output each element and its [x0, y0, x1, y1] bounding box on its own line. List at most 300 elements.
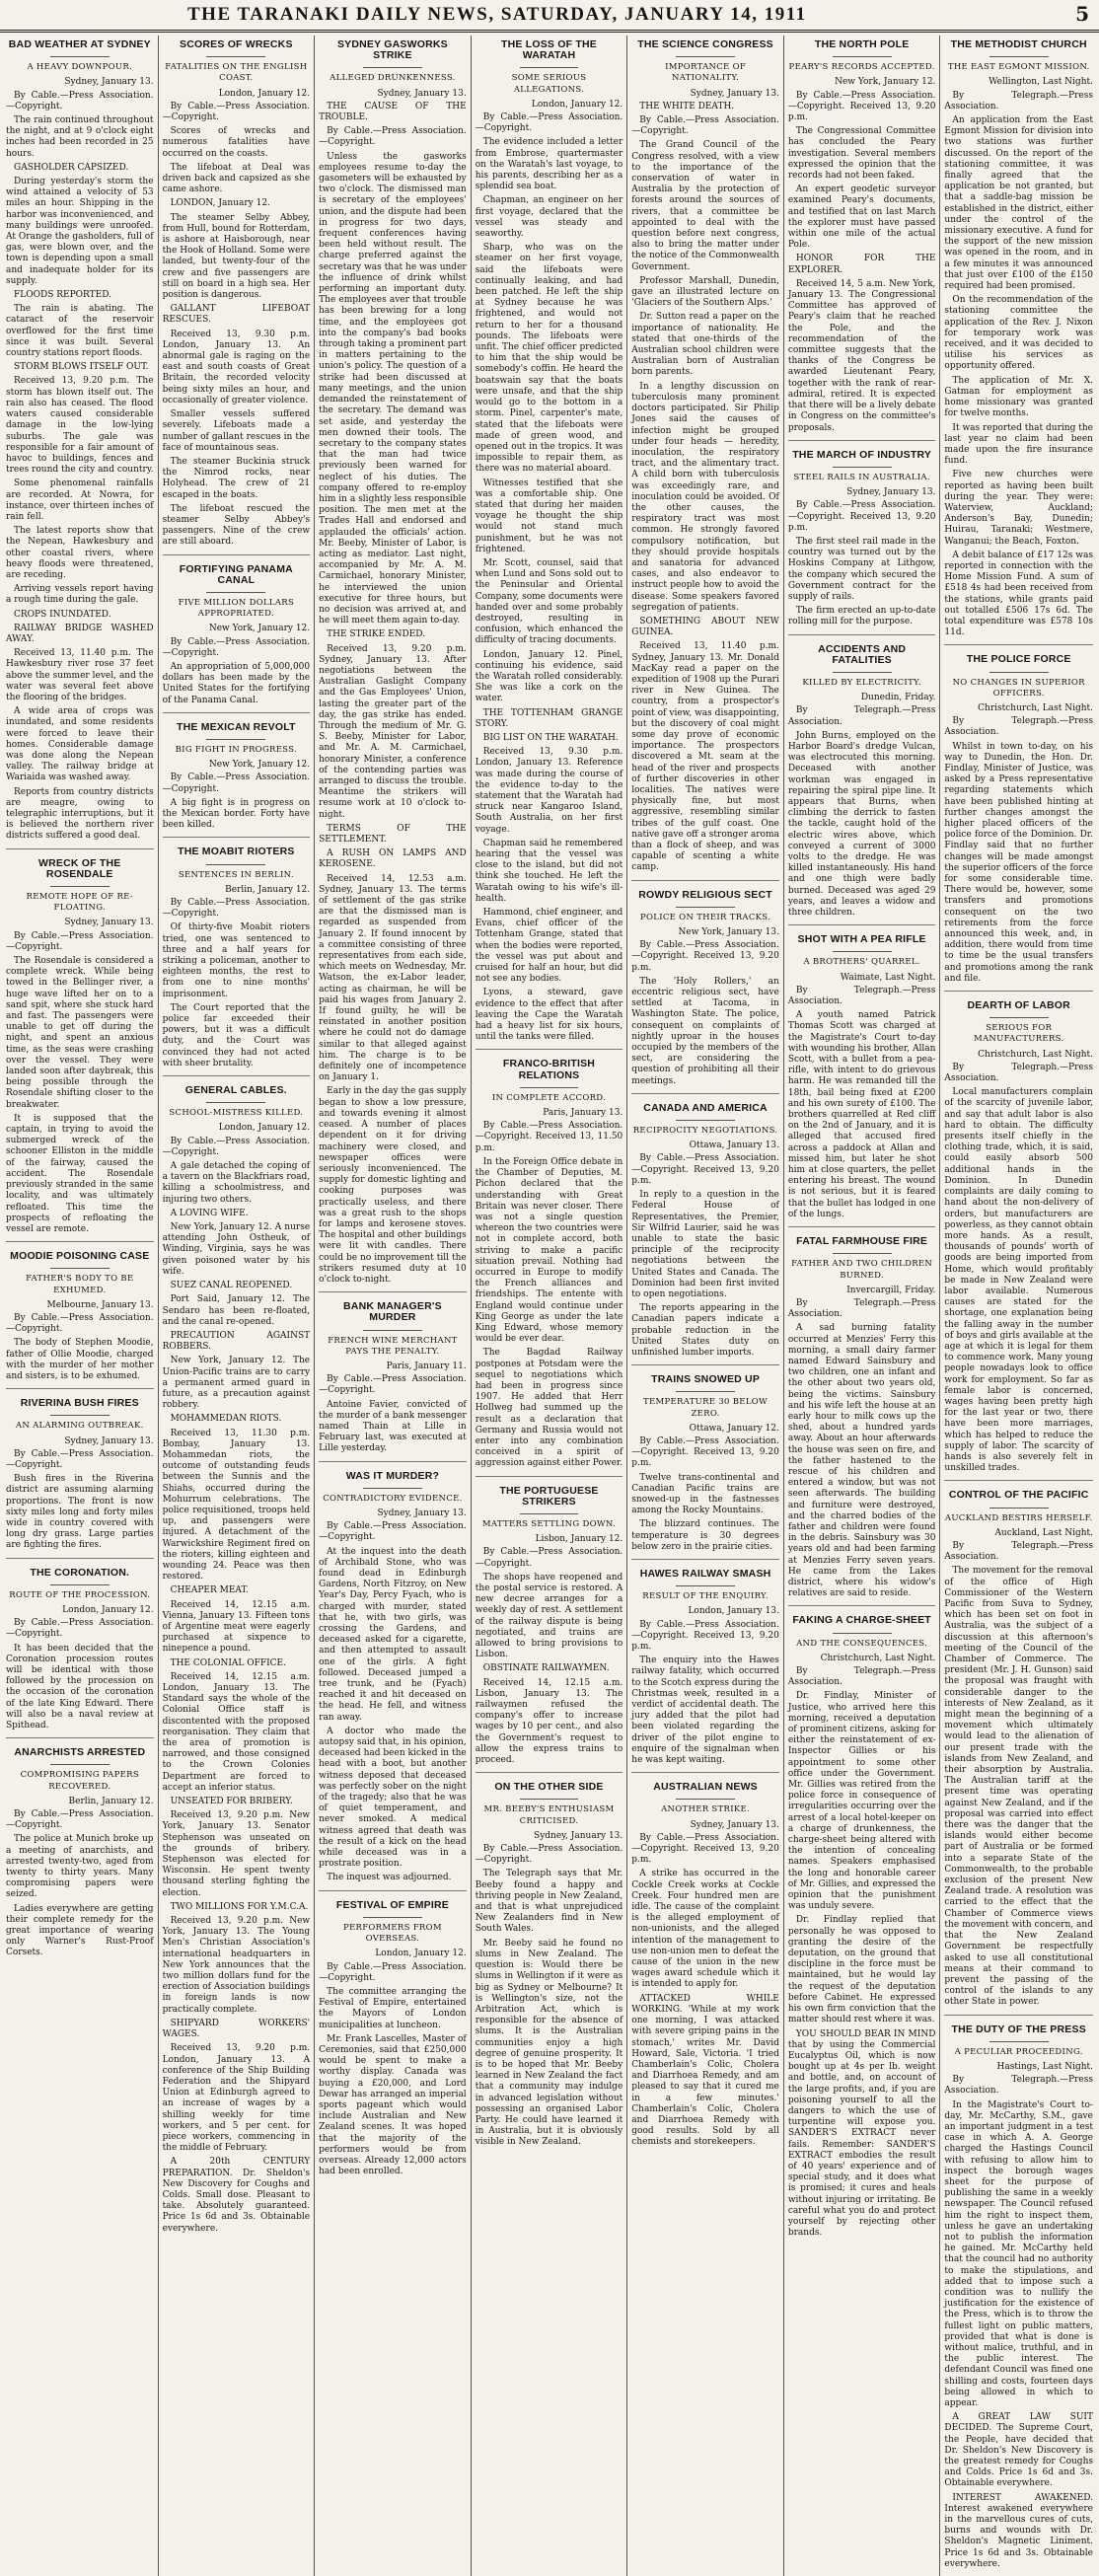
article-paragraph: Unless the gasworks employees resume to-day the gasometers will be exhausted by two o'clock. The dismissed man is secretary of the employees' union, and the dispute had been in progress for two days, frequent conferences having been held without result. The charge preferred against the secretary was that he was under the influence of drink whilst performing an important duty. The employees aver that trouble has been brewing for a long time, and the employees got into the company's bad books through taking a prominent part in matters pertaining to the union's policy. The question of a strike had been discussed at many meetings, and the union demanded the reinstatement of the secretary. The demand was set aside, and yesterday the men downed their tools. The secretary to the company states that the man had twice previously been warned for neglect of his duties. The company offered to re-employ him in a slightly less responsible position. The men met at the Trades Hall and endorsed and applauded the officials' action. Mr. Beeby, Minister of Labor, is acting as mediator. Last night, accompanied by Mr. A. M. Carmichael, honorary Minister, he interviewed the union executive for three hours, but no decision was arrived at, and he will meet them again to-day. [319, 151, 467, 626]
article-headline: THE NORTH POLE [814, 38, 910, 50]
article-paragraph: By Cable.—Press Association.—Copyright. [162, 773, 311, 794]
article-paragraph: Received 14, 12.15 a.m. Lisbon, January 13. The railwaymen refused the company's offer to increase wages by 10 per cent., and also the Government's request to allow the express trains to proceed. [475, 1677, 623, 1766]
article-paragraph: By Cable.—Press Association.—Copyright. [475, 1547, 623, 1569]
article [788, 634, 936, 920]
article-subhead: RECIPROCITY NEGOTIATIONS. [632, 1126, 778, 1137]
article [476, 1772, 623, 2148]
article-paragraph: Received 14, 5 a.m. New York, January 13. The Congressional Committee has approved of Peary's claim that he reached the Pole, and the recommendation of the committee suggests that the thanks of the Congress be awarded Lieutenant Peary, together with the rank of rear-admiral, retired. It is expected that there will be a lively debate in Congress on the committee's proposals. [787, 278, 936, 433]
article-dateline: Sydney, January 13. [377, 1508, 467, 1518]
article-paragraph: By Cable.—Press Association.—Copyright. [631, 115, 779, 137]
divider [50, 1764, 110, 1765]
article [163, 554, 311, 706]
article-paragraph: By Cable.—Press Association.—Copyright. [162, 1136, 311, 1157]
article-paragraph: The blizzard continues. The temperature is 30 degrees below zero in the prairie cities. [631, 1519, 779, 1552]
article [944, 644, 1093, 985]
divider [363, 1330, 422, 1331]
column-5 [627, 36, 784, 2576]
article [163, 837, 311, 1069]
article-paragraph: In the Foreign Office debate in the Chamber of Deputies, M. Pichon declared that the understanding with Great Britain was never closer. There was not a single question whereon the two countries were not in complete accord, both striving to make a pacific situation prevail. Nothing had occurred in Europe to modify the French alliances and friendships. The entente with England would continue under King George as under the late King Edward, whose memory would be ever dear. [475, 1156, 623, 1345]
article-paragraph: The lifeboat at Deal was driven back and capsized as she came ashore. [162, 162, 311, 195]
article-paragraph: By Telegraph.—Press Association. [787, 1297, 936, 1320]
article-headline: WRECK OF THE ROSENDALE [38, 856, 121, 880]
article-subhead: COMPROMISING PAPERS RECOVERED. [20, 1770, 139, 1792]
article-dateline: Invercargill, Friday. [846, 1285, 936, 1295]
article-dateline: Ottawa, January 13. [689, 1141, 779, 1151]
article-paragraph: New York, January 12. A nurse attending John Ostheuk, of Winding, Virginia, says he was given poisoned water by his wife. [162, 1222, 311, 1277]
article [631, 1364, 779, 1553]
article-dateline: Sydney, January 13. [377, 88, 467, 99]
article-paragraph: An appropriation of 5,000,000 dollars has been made by the United States for the fortifying of the Panama Canal. [162, 661, 311, 705]
article-headline: SHOT WITH A PEA RIFLE [797, 933, 926, 946]
article-paragraph: Lyons, a steward, gave evidence to the effect that after leaving the Cape the Waratah had a heavy list for six hours, until the tanks were filled. [475, 988, 623, 1043]
article-paragraph: By Telegraph.—Press Association. [944, 716, 1093, 738]
article-paragraph: It has been decided that the Coronation procession routes will be identical with those followed by the procession on the occasion of the coronation of the late King Edward. There will also be a naval review at Spithead. [6, 1643, 154, 1731]
article-subhead: SOME SERIOUS ALLEGATIONS. [511, 73, 587, 95]
article-paragraph: The shops have reopened and the postal service is restored. A new decree arranges for a weekly day of rest. A settlement of the railway dispute is being negotiated, and trains are allowed to bring provisions to Lisbon. [475, 1572, 623, 1660]
article-paragraph: Twelve trans-continental and Canadian Pacific trains are snowed-up in the fastnesses among the Rocky Mountains. [631, 1472, 779, 1516]
article-dateline: Berlin, January 12. [225, 884, 311, 895]
article-paragraph: A doctor who made the autopsy said that, in his opinion, deceased had been kicked in the head with a boot, but another witness deposed that deceased was perfectly sober on the night of the tragedy; also that he was of quiet temperament, and never smoked. A medical witness agreed that death was the result of a kick on the head while deceased was in a prostrate position. [319, 1726, 467, 1870]
article-paragraph: STORM BLOWS ITSELF OUT. [14, 362, 149, 373]
article-paragraph: It is supposed that the captain, in trying to avoid the submerged wreck of the schooner Elliston in the middle of the fairway, caused the accident. The Rosendale previously stranded in the same locality, and was ultimately refloated. This time the prospects of refloating the vessel are remote. [6, 1113, 154, 1234]
newspaper-columns [2, 36, 1097, 2569]
masthead [0, 0, 1099, 33]
article-subhead: A PECULIAR PROCEEDING. [954, 2046, 1083, 2057]
article-headline: FRANCO-BRITISH RELATIONS [502, 1058, 596, 1081]
article-paragraph: In the Magistrate's Court to-day, Mr. McCarthy, S.M., gave an important judgment in a test case in which A. A. George charged the Hastings Council with refusing to allow him to inspect the borough wages sheet for the purpose of publishing the same in a weekly newspaper. The Council refused him the right to inspect them, unless he gave an undertaking not to publish the information he gained. Mr. McCarthy held that the council had no authority to make the stipulations, and added that to impose such a condition was to nullify the justification for the existence of the Press, which is to throw the fullest light on public matters, provided that what is done is without malice, truthful, and in the public interest. The defendant Council was fined one shilling and costs, fourteen days being allowed in which to appear. [944, 2099, 1093, 2409]
article-paragraph: The first steel rail made in the country was turned out by the Hoskins Company at Lithgow, the company which secured the Government contract for the supply of rails. [787, 536, 936, 602]
divider [50, 1415, 110, 1416]
divider [833, 672, 892, 673]
article [6, 848, 154, 1236]
article-dateline: Dunedin, Friday. [860, 693, 936, 703]
article-headline: FESTIVAL OF EMPIRE [335, 1898, 449, 1911]
article-paragraph: Bush fires in the Riverina district are assuming alarming proportions. The front is now sixty miles long and forty miles wide in country covered with long dry grass. Large parties are fighting the fires. [6, 1474, 154, 1551]
article [944, 39, 1093, 638]
article-paragraph: A RUSH ON LAMPS AND KEROSENE. [319, 848, 467, 870]
article-paragraph: An application from the East Egmont Mission for division into two stations was further discussed. On the report of the stationing committee, it was finally agreed that the application be not granted, but that a saddle-bag mission be established in the district, either under the control of the missionary executive. A fund for the support of the new mission was opened in the room, and in a few minutes it was announced that just over £100 of the £150 required had been promised. [944, 115, 1093, 292]
article-subhead: SERIOUS FOR MANUFACTURERS. [973, 1023, 1064, 1045]
article [631, 880, 779, 1087]
article-paragraph: John Burns, employed on the Harbor Board's dredge Vulcan, was electrocuted this morning. Deceased with another workman was engaged in repairing the spiral pipe line. It appears that Burns, when climbing the derrick to fasten the tackle, caught hold of the electric wires above, which conveyed a current of 3000 volts to the dredge. He was killed instantaneously. His hand and one thigh were badly burned. Deceased was aged 29 years, and leaves a widow and three children. [787, 730, 936, 919]
article-paragraph: It was reported that during the last year no claim had been made upon the fire insurance fund. [944, 422, 1093, 467]
divider [50, 1268, 110, 1269]
divider [989, 56, 1049, 57]
article-paragraph: By Cable.—Press Association.—Copyright. Received 13, 9.20 p.m. [631, 1619, 779, 1652]
divider [676, 1391, 735, 1392]
article [6, 1737, 154, 1958]
article-dateline: London, January 12. [62, 1604, 154, 1615]
article-dateline: New York, January 12. [208, 624, 311, 634]
column-3 [315, 36, 472, 2576]
column-4 [472, 36, 628, 2576]
article-paragraph: PRECAUTION AGAINST ROBBERS. [162, 1330, 311, 1353]
divider [50, 886, 110, 887]
article-headline: CONTROL OF THE PACIFIC [948, 1489, 1089, 1502]
article-paragraph: The movement for the removal of the office of High Commissioner of the Western Pacific from Suva to Sydney, which has been set on foot in Australia, was the subject of a discussion at this afternoon's meeting of the Council of the Chamber of Commerce. The president (Mr. J. H. Gunson) said the proposal was fraught with considerable danger to the interests of New Zealand, as it might mean the beginning of a movement which ultimately would lead to the alienation of our present trade with the islands from New Zealand, and their absorption by Australia. The Australian tariff at the present time was operating against New Zealand, and if the proposal was carried into effect there was the danger that the islands would either become part of Australia or be formed into a separate State of the Commonwealth, to the probable exclusion of the present New Zealand trade. A resolution was carried to the effect that the Chamber of Commerce views the movement with concern, and that the New Zealand Government be respectfully asked to use all constitutional means at their command to prevent the passing of the control of the islands to any other State in power. [944, 1566, 1093, 2008]
divider [676, 1585, 735, 1586]
article-headline: THE PORTUGUESE STRIKERS [499, 1484, 599, 1508]
article-paragraph: By Cable.—Press Association.—Copyright. Received 13, 9.20 p.m. [631, 940, 779, 973]
article-dateline: Waimate, Last Night. [840, 972, 936, 983]
article-paragraph: Chapman, an engineer on her first voyage, declared that the vessel was steady and seaworthy. [475, 195, 623, 240]
article-paragraph: By Telegraph.—Press Association. [787, 705, 936, 727]
article-paragraph: A gale detached the coping of a tavern on the Blackfriars road, killing a schoolmistress, and injuring two others. [162, 1161, 311, 1205]
article-paragraph: By Cable.—Press Association.—Copyright. [319, 126, 467, 148]
article [631, 1772, 779, 2148]
page-number: 5 [1075, 2, 1089, 26]
article [163, 1075, 311, 2235]
article [6, 1241, 154, 1382]
article-paragraph: Mr. Frank Lascelles, Master of Ceremonies, said that £250,000 would be spent to make a worthy display. Canada was buying a £20,000, and Lord Dewar has arranged an imperial sports pageant which would include Australian and New Zealand scenes. It was hoped that the majority of the performers would be from overseas. Already 12,000 actors had been enrolled. [319, 2033, 467, 2177]
article-paragraph: Chapman said he remembered hearing that the vessel was close to the island, but did not think she touched. He left the Waratah owing to his wife's ill-health. [475, 838, 623, 904]
article-subhead: FATHER AND TWO CHILDREN BURNED. [791, 1259, 933, 1281]
article-dateline: Christchurch, Last Night. [978, 1049, 1093, 1060]
article-paragraph: Received 13, 9.20 p.m. London, January 13. A conference of the Ship Building Federation and the Shipyard Union at Edinburgh agreed to an increase of wages by a shilling weekly for time workers, and 5 per cent. for piece workers, commencing in the middle of February. [162, 2043, 311, 2154]
article-paragraph: A wide area of crops was inundated, and some residents were forced to leave their homes. Considerable damage was done along the Nepean valley. The railway bridge at Wariaida was washed away. [6, 706, 154, 783]
article-paragraph: The police at Munich broke up a meeting of anarchists, and arrested twenty-two, aged from twenty to thirty years. Many compromising papers were seized. [6, 1834, 154, 1900]
column-1 [2, 36, 159, 2576]
article-dateline: Sydney, January 13. [64, 1435, 154, 1446]
article-headline: FATAL FARMHOUSE FIRE [796, 1235, 928, 1248]
article [163, 712, 311, 832]
divider [989, 2041, 1049, 2042]
article-paragraph: RAILWAY BRIDGE WASHED AWAY. [6, 623, 154, 644]
article-subhead: MATTERS SETTLING DOWN. [481, 1518, 617, 1529]
article-paragraph: Received 14, 12.15 a.m. Vienna, January 13. Fifteen tons of Argentine meat were eagerly purchased at sixpence to ninepence a pound. [162, 1599, 311, 1655]
article-paragraph: By Telegraph.—Press Association. [944, 2075, 1093, 2097]
article-paragraph: An expert geodetic surveyor examined Peary's documents, and testified that on last March the explorer must have passed within one mile of the actual Pole. [787, 184, 936, 251]
divider [989, 1508, 1049, 1509]
article-paragraph: Scores of wrecks and numerous fatalities have occurred on the coasts. [162, 126, 311, 159]
divider [206, 56, 265, 57]
article-paragraph: New York, January 12. The Union-Pacific trains are to carry a permanent armed guard in future, as a precaution against robbery. [162, 1356, 311, 1411]
article-headline: RIVERINA BUSH FIRES [20, 1397, 139, 1410]
article-paragraph: By Telegraph.—Press Association. [787, 985, 936, 1007]
article-subhead: ALLEGED DRUNKENNESS. [330, 73, 456, 84]
article-headline: ON THE OTHER SIDE [494, 1781, 604, 1794]
article-paragraph: Local manufacturers complain of the scarcity of juvenile labor, and say that adult labor is also hard to obtain. The difficulty presents itself chiefly in the clothing trade, which, it is said, could easily absorb 500 additional hands in the Dominion. In Dunedin complaints are daily coming to hand about the non-delivery of orders, but manufacturers are powerless, as they cannot obtain more hands. As a result, thousands of pounds' worth of goods are being imported from Home, which would profitably be made in New Zealand were labor available. Numerous causes are stated for the shortage, one explanation being the falling away in the number of boys and girls available at the age at which it is legal for them to commence work. Many young people nowadays look to office work for employment. So far as female labor is concerned, wages having been pretty high for the last year or two, there have been more marriages, which has helped to reduce the supply of labor. The scarcity of hands is also severely felt in unskilled trades. [944, 1087, 1093, 1474]
divider [520, 1799, 579, 1800]
article-paragraph: SHIPYARD WORKERS' WAGES. [162, 2018, 311, 2040]
divider [833, 1253, 892, 1254]
article-paragraph: A debit balance of £17 12s was reported in connection with the Home Mission Fund. A sum of £518 4s had been received from the stations, while grants paid out totalled £506 17s 6d. The total expenditure was £578 10s 11d. [944, 550, 1093, 638]
article-headline: AUSTRALIAN NEWS [653, 1781, 758, 1794]
article [788, 440, 936, 628]
article-paragraph: By Telegraph.—Press Association. [944, 1540, 1093, 1563]
article-paragraph: The latest reports show that the Nepean, Hawkesbury and other coastal rivers, where heavy floods were threatened, are receding. [6, 526, 154, 580]
article-subhead: REMOTE HOPE OF RE-FLOATING. [26, 892, 134, 914]
article-subhead: SENTENCES IN BERLIN. [178, 869, 294, 880]
article-paragraph: By Cable.—Press Association.—Copyright. Received 13, 9.20 p.m. [787, 90, 936, 123]
divider [206, 592, 265, 593]
article-paragraph: Of thirty-five Moabit rioters tried, one was sentenced to three and a half years for striking a policeman, another to eighteen months, the rest to from one to nine months' imprisonment. [162, 922, 311, 999]
article-subhead: AND THE CONSEQUENCES. [796, 1638, 928, 1649]
article-subhead: THE EAST EGMONT MISSION. [947, 62, 1090, 73]
article-paragraph: By Cable.—Press Association.—Copyright. [6, 90, 154, 111]
article [319, 1291, 467, 1454]
article-paragraph: CHEAPER MEAT. [170, 1585, 249, 1596]
article-subhead: SCHOOL-MISTRESS KILLED. [169, 1108, 304, 1119]
article [944, 2015, 1093, 2571]
article-subhead: FRENCH WINE MERCHANT PAYS THE PENALTY. [328, 1335, 458, 1357]
article-dateline: Paris, January 11. [386, 1361, 467, 1371]
article-paragraph: ATTACKED WHILE WORKING. 'While at my work one morning, I was attacked with severe griping pains in the stomach,' writes Mr. David Howard, Sale, Victoria. 'I tried Chamberlain's Colic, Cholera and Diarrhoea Remedy, and am pleased to say that it cured me in a few minutes.' Chamberlain's Colic, Cholera and Diarrhoea Remedy with good results. Sold by all chemists and storekeepers. [631, 1993, 779, 2148]
article-dateline: New York, January 12. [835, 77, 936, 88]
article-headline: WAS IT MURDER? [345, 1469, 440, 1482]
article-paragraph: Reports from country districts are meagre, owing to telegraphic interruptions, but it is believed the northern river districts suffered a good deal. [6, 786, 154, 842]
article-subhead: AUCKLAND BESTIRS HERSELF. [944, 1512, 1093, 1523]
article-paragraph: THE STRIKE ENDED. [327, 629, 426, 640]
article-headline: FAKING A CHARGE-SHEET [792, 1614, 931, 1627]
article-paragraph: A big fight is in progress on the Mexican border. Forty have been killed. [162, 797, 311, 831]
article-paragraph: The application of Mr. X. Gatman for employment as home missionary was granted for twelve months. [944, 375, 1093, 419]
article-paragraph: By Cable.—Press Association.—Copyright. Received 13, 9.20 p.m. [631, 1153, 779, 1186]
article-dateline: Sydney, January 13. [846, 487, 936, 498]
article-paragraph: Received 13, 9.30 p.m. London, January 13. An abnormal gale is raging on the east and south coasts of Great Britain, the recorded velocity being sixty miles an hour, and occasionally of greater violence. [162, 329, 311, 405]
article-paragraph: Received 14, 12.53 a.m. Sydney, January 13. The terms of settlement of the gas strike are that the dismissed man is regarded as suspended from January 2. If found innocent by a committee consisting of three representatives from each side, which meets on Wednesday, Mr. Watson, the ex-Labor leader, acting as chairman, he will be paid his wages from January 2. If found guilty, he will be reinstated in another position where he could not do damage similar to that alleged against him. The charge is to be definitely one of incompetence on January 1. [319, 873, 467, 1083]
article-subhead: A BROTHERS' QUARREL. [803, 957, 920, 968]
article-paragraph: The Congressional Committee has concluded the Peary investigation. Several members expressed the opinion that the records had not been faked. [787, 126, 936, 182]
article-headline: BAD WEATHER AT SYDNEY [8, 38, 151, 50]
article-paragraph: Dr. Findlay replied that personally he was opposed to granting the desire of the deputation, on the ground that discipline in the force must be maintained, but he would lay the request of the deputation before Cabinet. He expressed his own firm conviction that the matter should rest where it was. [787, 1915, 936, 2025]
article-headline: THE SCIENCE CONGRESS [637, 38, 773, 50]
article-paragraph: SUEZ CANAL REOPENED. [170, 1281, 293, 1291]
article-dateline: New York, January 13. [678, 927, 779, 938]
article-paragraph: UNSEATED FOR BRIBERY. [170, 1797, 293, 1807]
article-paragraph: At the inquest into the death of Archibald Stone, who was found dead in Edinburgh Gardens, North Fitzroy, on New Year's Day, Percy Fyach, who is charged with murder, stated that he, with two girls, was crossing the Gardens, and deceased asked for a cigarette, and then attempted to assault one of the girls. A fight followed. Deceased jumped a tree trunk, and he (Fyach) reached it and hit deceased on the head. He fell, and witness ran away. [319, 1546, 467, 1723]
article-subhead: POLICE ON THEIR TRACKS. [639, 912, 771, 922]
divider [206, 1102, 265, 1103]
article-headline: TRAINS SNOWED UP [651, 1373, 761, 1386]
article-headline: THE METHODIST CHURCH [950, 38, 1087, 50]
divider [676, 56, 735, 57]
article-paragraph: By Cable.—Press Association.—Copyright. [319, 1961, 467, 1983]
article-paragraph: The inquest was adjourned. [327, 1873, 452, 1883]
article-paragraph: A LOVING WIFE. [170, 1208, 249, 1218]
divider [676, 907, 735, 908]
article-paragraph: Five new churches were reported as having been built during the year. They were: Waterview, Auckland; Anderson's Bay, Dunedin; Huirau, Taranaki; Westmere, Wanganui; the Beach, Foxton. [944, 470, 1093, 547]
article-paragraph: Witnesses testified that she was a comfortable ship. One stated that during her maiden voyage he thought the ship would not stand much punishment, but he was not frightened. [475, 478, 623, 554]
article-paragraph: Arriving vessels report having a rough time during the gale. [6, 584, 154, 606]
article-paragraph: The evidence included a letter from Embrose, quartermaster on the Waratah's last voyage, to his parents, describing her as a splendid sea boat. [475, 137, 623, 192]
article-dateline: Hastings, Last Night. [996, 2061, 1093, 2072]
article-dateline: Sydney, January 13. [690, 1819, 779, 1830]
article-paragraph: A sad burning fatality occurred at Menzies' Ferry this morning, a small dairy farmer named Edward Sainsbury and two children, one an infant and the other about two years old, being the victims. Sainsbury and his wife left the house at an early hour to milk cows up the shed, about a hundred yards away. About an hour afterwards the house was seen on fire, and the father hastened to the rescue of his children and entered a window, but was not seen afterwards. The building and furniture were destroyed, and the charred bodies of the father and children were found in the debris. Sainsbury was 30 years old and had been farming at Menzies Ferry seven years. He came from the Lakes district, where his widow's relatives are said to reside. [787, 1323, 936, 1599]
article-dateline: Sydney, January 13. [534, 1830, 623, 1841]
divider [833, 1633, 892, 1634]
article-headline: MOODIE POISONING CASE [10, 1250, 150, 1263]
article-paragraph: BIG LIST ON THE WARATAH. [482, 732, 619, 743]
article-dateline: Berlin, January 12. [68, 1796, 154, 1806]
article-paragraph: Received 13, 9.30 p.m. London, January 13. Reference was made during the course of the evidence to-day to the statement that the Waratah had struck near Kangaroo Island, South Australia, on her first voyage. [475, 747, 623, 835]
article-paragraph: By Telegraph.—Press Association. [944, 1062, 1093, 1084]
article-paragraph: FLOODS REPORTED. [14, 290, 111, 301]
article-dateline: London, January 12. [218, 1123, 311, 1134]
article-paragraph: By Cable.—Press Association.—Copyright. [162, 636, 311, 658]
article-subhead: FIVE MILLION DOLLARS APPROPRIATED. [178, 597, 295, 620]
divider [520, 1087, 579, 1088]
article-subhead: STEEL RAILS IN AUSTRALIA. [793, 472, 930, 482]
article-paragraph: Professor Marshall, Dunedin, gave an illustrated lecture on 'Glaciers of the Southern Alps.' [631, 275, 779, 309]
article-paragraph: The Rosendale is considered a complete wreck. While being towed in the Bellinger river, a huge wave lifted her on to a sand spit, where she stuck hard and fast. The passengers were unable to get off during the night, and spent an anxious time, as the seas were crashing over the vessel. They were landed soon after daybreak, this being possible through the Rosendale shifting closer to the breakwater. [6, 956, 154, 1110]
article-dateline: Paris, January 13. [543, 1108, 623, 1119]
article [319, 1890, 467, 2178]
article-paragraph: By Cable.—Press Association.—Copyright. Received 13, 9.20 p.m. [787, 500, 936, 533]
article-subhead: AN ALARMING OUTBREAK. [15, 1421, 144, 1432]
article-headline: HAWES RAILWAY SMASH [639, 1567, 771, 1580]
article-paragraph: THE TOTTENHAM GRANGE STORY. [475, 707, 623, 729]
article-paragraph: SOMETHING ABOUT NEW GUINEA. [631, 616, 779, 638]
article [944, 1480, 1093, 2008]
article-paragraph: By Cable.—Press Association.—Copyright. [6, 1312, 154, 1335]
article [163, 39, 311, 549]
article [476, 39, 623, 1043]
article [319, 1461, 467, 1884]
article [788, 39, 936, 434]
article-paragraph: THE COLONIAL OFFICE. [170, 1657, 286, 1668]
article-dateline: London, January 12. [375, 1949, 467, 1959]
article-paragraph: LONDON, January 12. [170, 198, 270, 209]
column-6 [784, 36, 941, 2576]
article-subhead: IMPORTANCE OF NATIONALITY. [665, 62, 747, 84]
article-subhead: ROUTE OF THE PROCESSION. [9, 1589, 151, 1600]
article-subhead: MR. BEEBY'S ENTHUSIASM CRITICISED. [483, 1804, 615, 1826]
article-paragraph: CROPS INUNDATED. [14, 609, 111, 620]
article-paragraph: The Court reported that the police far exceeded their powers, but it was a difficult duty, and the Court was convinced they had not acted with sheer brutality. [162, 1002, 311, 1068]
article-paragraph: Dr. Sutton read a paper on the importance of nationality. He stated that one-thirds of the Australian school children were Australian born of Australian born parents. [631, 312, 779, 378]
newspaper-title: THE TARANAKI DAILY NEWS, SATURDAY, JANUARY 14, 1911 [187, 4, 807, 25]
article-paragraph: MOHAMMEDAN RIOTS. [170, 1414, 282, 1425]
article-dateline: Christchurch, Last Night. [820, 1653, 936, 1663]
article-subhead: BIG FIGHT IN PROGRESS. [175, 744, 298, 755]
article-paragraph: The reports appearing in the Canadian papers indicate a probable reduction in the United States duty on unfinished lumber imports. [631, 1303, 779, 1358]
article-dateline: Lisbon, January 12. [535, 1534, 623, 1545]
article-paragraph: Smaller vessels suffered severely. Lifeboats made a number of gallant rescues in the face of mountainous seas. [162, 409, 311, 453]
article-dateline: London, January 13. [688, 1606, 779, 1617]
divider [50, 1584, 110, 1585]
article-paragraph: By Cable.—Press Association.—Copyright. Received 13, 11.50 p.m. [475, 1121, 623, 1153]
article-subhead: ANOTHER STRIKE. [661, 1804, 751, 1815]
article-subhead: FATALITIES ON THE ENGLISH COAST. [165, 62, 308, 84]
article-paragraph: In reply to a question in the Federal House of Representatives, the Premier, Sir Wilfrid Laurier, said he was unable to state the basic principle of the reciprocity negotiations between the United States and Canada. The Dominion had been first invited to open negotiations. [631, 1190, 779, 1299]
article-paragraph: The committee arranging the Festival of Empire, entertained the Mayors of London municipalities at luncheon. [319, 1986, 467, 2030]
article-paragraph: The rain is abating. The cataract of the reservoir overflowed for the first time since it was built. Several country stations report floods. [6, 304, 154, 359]
article-paragraph: During yesterday's storm the wind attained a velocity of 53 miles an hour. Shipping in the harbor was inconvenienced, and many buildings were unroofed. At Orange the gasholders, full of gas, were blown over, and the town is depending upon a small and inadequate holder for its supply. [6, 177, 154, 286]
article [6, 1558, 154, 1732]
article-paragraph: The Bagdad Railway postpones at Potsdam were the sequel to negotiations which had been in progress since 1907. He added that Herr Hollweg had summed up the result as a declaration that Germany and Russia would not enter into any combination conceived in a spirit of aggression against either Power. [475, 1348, 623, 1469]
article-subhead: KILLED BY ELECTRICITY. [802, 677, 921, 688]
article-paragraph: By Cable.—Press Association.—Copyright. [6, 1809, 154, 1831]
article [788, 1605, 936, 2239]
article-paragraph: THE CAUSE OF THE TROUBLE. [319, 101, 467, 123]
article-paragraph: The Telegraph says that Mr. Beeby found a happy and thriving people in New Zealand, and that is what unprejudiced New Zealanders find in New South Wales. [475, 1869, 623, 1935]
article-headline: BANK MANAGER'S MURDER [343, 1300, 442, 1324]
divider [833, 56, 892, 57]
article-paragraph: The 'Holy Rollers,' an eccentric religious sect, have settled at Tacoma, in Washington State. The police, consequent on complaints of nightly uproar in the houses occupied by the members of the sect, are considering the question of prohibiting all their meetings. [631, 976, 779, 1086]
article-paragraph: By Cable.—Press Association.—Copyright. [319, 1521, 467, 1543]
article [631, 1093, 779, 1359]
article-paragraph: By Cable.—Press Association.—Copyright. [475, 1844, 623, 1866]
article-paragraph: By Cable.—Press Association.—Copyright. [475, 112, 623, 134]
article-headline: ROWDY RELIGIOUS SECT [638, 888, 772, 901]
article-paragraph: A strike has occurred in the Cockle Creek works at Cockle Creek. Four hundred men are idle. The cause of the complaint is the alleged employment of non-unionists, and the alleged intention of the management to use non-union men to defeat the cause of the union in the new wages award schedule which it is intended to apply for. [631, 1869, 779, 1990]
column-2 [159, 36, 316, 2576]
article [6, 1388, 154, 1551]
article-headline: SCORES OF WRECKS [180, 38, 293, 50]
article-paragraph: Received 14, 12.15 a.m. London, January 13. The Standard says the whole of the Colonial Office staff is discontented with the proposed reorganisation. They claim that the area of promotion is narrowed, and those consigned to the Crown Colonies Department are forced to accept an inferior status. [162, 1671, 311, 1793]
article-paragraph: GALLANT LIFEBOAT RESCUES. [162, 304, 311, 326]
article-paragraph: By Telegraph.—Press Association. [944, 90, 1093, 111]
divider [520, 67, 579, 68]
article-subhead: TEMPERATURE 30 BELOW ZERO. [643, 1397, 769, 1419]
article-headline: ACCIDENTS AND FATALITIES [818, 642, 907, 666]
article-paragraph: By Cable.—Press Association.—Copyright. [6, 930, 154, 952]
article-paragraph: Received 13, 9.20 p.m. Sydney, January 13. After negotiations between the Australian Gaslight Company and the Gas Employees' Union, lasting the greater part of the day, the gas strike has ended. Through the medium of Mr. G. S. Beeby, Minister for Labor, and Mr. A. M. Carmichael, honorary Minister, a conference of the contending parties was arranged to discuss the trouble. Meantime the strikers will resume work at 10 o'clock to-night. [319, 643, 467, 820]
article-subhead: IN COMPLETE ACCORD. [491, 1092, 607, 1103]
article-paragraph: OBSTINATE RAILWAYMEN. [482, 1663, 610, 1674]
article-headline: THE MEXICAN REVOLT [177, 720, 296, 733]
article-paragraph: The Grand Council of the Congress resolved, with a view to the importance of the conservation of water in Australia by the protection of forests around the sources of rivers, that a committee be appointed to deal with the question before next congress, also to bring the matter under the notice of the Commonwealth Government. [631, 140, 779, 272]
article-paragraph: A youth named Patrick Thomas Scott was charged at the Magistrate's Court to-day with wounding his brother, Allan Scott, with a bullet from a pea-rifle, with intent to do grievous harm. He was remanded till the 18th, bail being fixed at £200 and his own surety of £100. The brothers quarrelled at Red cliff on the 2nd of January, and it is alleged that accused fired across a paddock at Allan and missed him, but later he shot him at close quarters, the pellet entering his breast. The wound is not serious, but it is feared that the bullet has lodged in one of the lungs. [787, 1010, 936, 1219]
article-subhead: PERFORMERS FROM OVERSEAS. [342, 1922, 442, 1945]
article-paragraph: By Telegraph.—Press Association. [787, 1666, 936, 1688]
article-paragraph: Received 13, 9.20 p.m. New York, January 13. The Young Men's Christian Association's international headquarters in New York announces that the two million dollars fund for the erection of Association buildings in foreign lands is now practically complete. [162, 1916, 311, 2015]
article-dateline: Sydney, January 13. [64, 77, 154, 88]
article [6, 39, 154, 843]
article [476, 1476, 623, 1767]
article-dateline: London, January 12. [531, 99, 623, 110]
article [476, 1049, 623, 1469]
article-dateline: Christchurch, Last Night. [978, 702, 1093, 713]
divider [206, 864, 265, 865]
article-dateline: New York, January 12. [208, 760, 311, 771]
article-headline: THE LOSS OF THE WARATAH [501, 38, 597, 62]
article-paragraph: By Cable.—Press Association.—Copyright. [162, 898, 311, 920]
article-headline: THE CORONATION. [30, 1566, 130, 1579]
article-paragraph: Received 13, 11.40 p.m. The Hawkesbury river rose 37 feet above the summer level, and the water was several feet above the flooring of the bridges. [6, 648, 154, 702]
article-headline: GENERAL CABLES. [184, 1084, 287, 1097]
divider [520, 1513, 579, 1514]
article-headline: FORTIFYING PANAMA CANAL [179, 562, 293, 586]
article-paragraph: By Cable.—Press Association.—Copyright. [162, 101, 311, 123]
article-paragraph: London, January 12. Pinel, continuing his evidence, said the Waratah rolled considerably. She was like a cork on the water. [475, 649, 623, 704]
article-paragraph: Dr. Findlay, Minister of Justice, who arrived here this morning, received a deputation of prominent citizens, asking for either the reinstatement of ex-Inspector Gillies or his appointment to some other office under the Government. Mr. Gillies was retired from the police force in consequence of irregularities occurring over the arrest of a local hotel-keeper on a charge of drunkenness, the charge-sheet being altered with the intention of concealing names. Speakers emphasised the long and honorable career of Mr. Gillies, and expressed the opinion that the punishment was unduly severe. [787, 1691, 936, 1912]
article-paragraph: Hammond, chief engineer, and Evans, chief officer of the Tottenham Grange, stated that when the bodies were reported, the vessel was put about and cruised for half an hour, but did not see any bodies. [475, 908, 623, 985]
article-paragraph: Early in the day the gas supply began to show a low pressure, and towards evening it almost ceased. A number of places dependent on it for driving machinery were closed, and newspaper offices were seriously inconvenienced. The supply for domestic lighting and cooking purposes was practically useless, and there was a great rush to the shops for lamps and kerosene stoves. The hospital and other buildings were lit with candles. There could be no improvement till the strikers resumed duty at 10 o'clock to-night. [319, 1086, 467, 1285]
article [631, 1559, 779, 1766]
article-paragraph: The steamer Selby Abbey, from Hull, bound for Rotterdam, is ashore at Haisborough, near the Hook of Holland. Some were landed, but twenty-four of the crew and five passengers are still on board in a high sea. Her position is dangerous. [162, 212, 311, 301]
article-headline: THE DUTY OF THE PRESS [951, 2023, 1086, 2035]
article-paragraph: Port Said, January 12. The Sendaro has been re-floated, and the canal re-opened. [162, 1294, 311, 1327]
article-subhead: RESULT OF THE ENQUIRY. [642, 1591, 769, 1602]
article-paragraph: INTEREST AWAKENED. Interest awakened everywhere in the marvellous cures of cuts, burns and wounds with Dr. Sheldon's Magnetic Liniment. Price 1s 6d and 3s. Obtainable everywhere. [944, 2492, 1093, 2569]
article-headline: THE MARCH OF INDUSTRY [792, 448, 932, 461]
divider [676, 1799, 735, 1800]
article-paragraph: Mr. Scott, counsel, said that when Lund and Sons sold out to the Peninsular and Oriental Company, some documents were handed over and some probably destroyed, resulting in confusion, which enhanced the difficulty of tracing documents. [475, 557, 623, 646]
article-paragraph: The enquiry into the Hawes railway fatality, which occurred to the Scotch express during the Christmas week, resulted in a verdict of accidental death. The jury added that the pilot had been violated regarding the driver of the pilot engine to enquire of the signalman when he was kept waiting. [631, 1656, 779, 1766]
article-paragraph: Received 13, 9.20 p.m. New York, January 13. Senator Stephenson was unseated on the grounds of bribery. Stephenson was elected for Wisconsin. He spent twenty thousand sterling fighting the election. [162, 1810, 311, 1898]
article-dateline: Wellington, Last Night. [989, 77, 1093, 88]
article-paragraph: By Cable.—Press Association.—Copyright. [6, 1618, 154, 1640]
article-paragraph: The lifeboat rescued the steamer Selby Abbey's passengers. Nine of the crew are still aboard. [162, 503, 311, 548]
article [944, 991, 1093, 1474]
divider [989, 672, 1049, 673]
article-headline: ANARCHISTS ARRESTED [14, 1746, 146, 1759]
article-paragraph: YOU SHOULD BEAR IN MIND that by using the Commercial Eucalyptus Oil, which is now bought up at 4s per lb. weight and bottle, and, on account of the large profits, and, if you are poisoning yourself to all the dangers to which the use of turpentine will expose you. SANDER'S EXTRACT never fails. Remember: SANDER'S EXTRACT embodies the result of 40 years' experience and of special study, and it does what is promised; it cures and heals without injuring or irritating. Be careful what you do and protect yourself by rejecting other brands. [787, 2028, 936, 2239]
article-paragraph: Antoine Favier, convicted of the murder of a bank messenger named Thain at Lille in February last, was executed at Lille yesterday. [319, 1399, 467, 1454]
article-paragraph: HONOR FOR THE EXPLORER. [787, 254, 936, 275]
